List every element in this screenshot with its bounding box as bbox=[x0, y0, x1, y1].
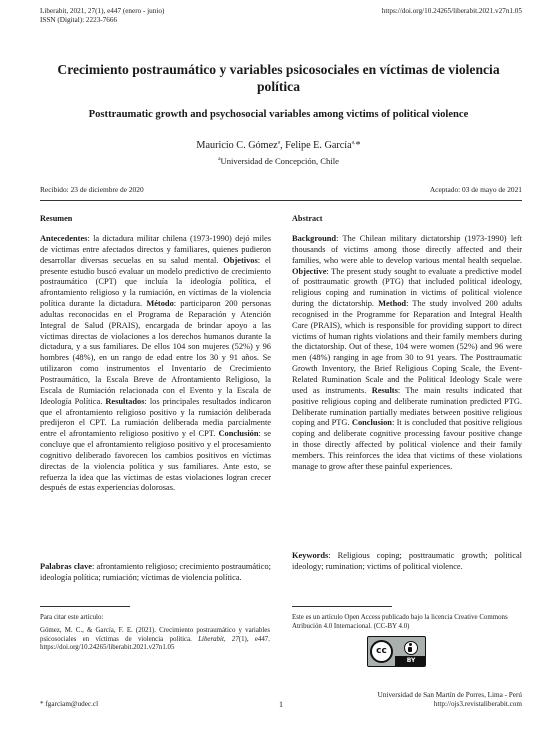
abstract-text-objective: : The present study sought to evaluate a predictive model of posttraumatic growth (PTG) that included political ideology, religious coping and rumination in victims of political violence during the dictatorship. bbox=[292, 266, 522, 309]
by-label: BY bbox=[395, 656, 426, 666]
abstract-label-background: Background bbox=[292, 234, 337, 243]
citation-text-main: Gómez, M. C., & García, F. E. (2021). Crecimiento postraumático y variables psicosociales en víctimas de violencia política. bbox=[40, 627, 270, 643]
author-1: Mauricio C. Gómez bbox=[196, 140, 278, 151]
affiliation-text: Universidad de Concepción, Chile bbox=[220, 156, 339, 166]
author-2: , Felipe E. García bbox=[280, 140, 352, 151]
person-icon bbox=[404, 641, 418, 655]
footer-email[interactable]: * fgarciam@udec.cl bbox=[40, 700, 99, 708]
resumen-text-objetivos: : el presente estudio buscó evaluar un modelo predictivo de crecimiento postraumático (CPT) que incluía la ideología política, el afrontamiento religioso y la rumiación, en víctimas de la violencia política durante la dictadura. bbox=[40, 255, 271, 309]
resumen-heading: Resumen bbox=[40, 214, 73, 223]
cc-by-badge[interactable] bbox=[367, 636, 426, 667]
abstract-label-method: Method bbox=[378, 299, 407, 309]
resumen-label-objetivos: Objetivos bbox=[223, 255, 258, 265]
received-date: Recibido: 23 de diciembre de 2020 bbox=[40, 185, 144, 194]
abstract-text-results: : The main results indicated that positive religious coping and deliberate rumination predicted PTG. Deliberate rumination partially mediates between positive religious coping and PTG. bbox=[292, 385, 522, 428]
article-subtitle: Posttraumatic growth and psychosocial variables among victims of political violence bbox=[88, 109, 469, 120]
abstract-label-objective: Objective bbox=[292, 266, 327, 276]
footer-university: Universidad de San Martín de Porres, Lima - Perú bbox=[377, 691, 522, 699]
by-attribution-icon bbox=[397, 639, 424, 657]
author-1-affil: a bbox=[277, 139, 281, 146]
issn: ISSN (Digital): 2223-7666 bbox=[40, 16, 118, 24]
abstract-keywords-text: : Religious coping; posttraumatic growth; political ideology; rumination; victims of political violence. bbox=[292, 551, 522, 571]
resumen-text-resultados: : los principales resultados indicaron que el afrontamiento religioso positivo y la rumiación deliberada predijeron el CPT. La rumiación deliberada media parcialmente entre el afrontamiento religioso positivo y el CPT. bbox=[40, 396, 272, 439]
resumen-body bbox=[40, 234, 271, 494]
resumen-label-antecedentes: Antecedentes bbox=[40, 234, 88, 243]
citation-divider bbox=[40, 606, 130, 607]
resumen-keywords bbox=[40, 562, 271, 584]
resumen-text-metodo: : participaron 200 personas adultas reconocidas en el Programa de Reparación y Atención Integral de Salud (PRAIS), encargada de brindar apoyo a las víctimas directas de violaciones a los derechos humanos durante la dictadura, y a sus familiares. De ellos 104 son mujeres (52%) y 96 hombres (48%), en un rango de edad entre los 30 y 91 años. Se utilizaron como instrumentos el Inventario de Crecimiento Postraumático, la Escala Breve de Afrontamiento Religioso, la Escala de Rumiación relacionada con el Evento y la Escala de Ideología Política. bbox=[40, 299, 272, 406]
license-text: Este es un artículo Open Access publicado bajo la licencia Creative Commons Atribución 4.0 Internacional. (CC-BY 4.0) bbox=[292, 614, 508, 630]
citation-journal: Liberabit, 27 bbox=[198, 635, 239, 643]
corresponding-star: * bbox=[355, 140, 361, 151]
abstract-heading: Abstract bbox=[292, 214, 323, 223]
abstract-text-conclusion: : It is concluded that positive religious coping and deliberate cognitive processing favour positive change in those directly affected by political violence and their family members. This reinforces the idea that victims of these violations manage to grow after these painful experiences. bbox=[292, 418, 522, 471]
header-divider bbox=[40, 200, 522, 201]
journal-line: Liberabit, 2021, 27(1), e447 (enero - junio) bbox=[40, 7, 165, 15]
affiliation bbox=[40, 156, 517, 167]
abstract-text-method: : The study involved 200 adults recognised in the Programme for Reparation and Integral Health Care (PRAIS), which is responsible for providing support to direct victims of human rights violations and their family members during the dictatorship. Out of these, 104 were women (52%) and 96 were men (48%) ranging in age from 30 to 91 years. The Posttraumatic Growth Inventory, the Brief Religious Coping Scale, the Event-Related Rumination Scale and the Political Ideology Scale were used as instruments. bbox=[292, 299, 522, 395]
resumen-text-antecedentes: : la dictadura militar chilena (1973-1990) dejó miles de víctimas entre afectados directos y familiares, quienes pudieron desarrollar diversas secuelas en su salud mental. bbox=[40, 234, 271, 265]
resumen-keywords-label: Palabras clave bbox=[40, 562, 92, 571]
resumen-text-conclusion: : se concluye que el afrontamiento religioso positivo y el procesamiento cognitivo deliberado favorecen los cambios positivos en víctimas directas de la violencia política y sus familiares. Ante esto, se refuerza la idea que las víctimas de estas violaciones logran crecer después de estas experiencias dolorosas. bbox=[40, 429, 271, 493]
resumen-keywords-text: : afrontamiento religioso; crecimiento postraumático; ideología política; rumiación; víctimas de violencia política. bbox=[40, 562, 271, 582]
license-divider bbox=[292, 606, 392, 607]
citation-text bbox=[40, 627, 270, 653]
abstract-keywords-label: Keywords bbox=[292, 551, 329, 560]
author-2-affil: a, bbox=[351, 139, 356, 146]
citation-text-tail: (1), e447. https://doi.org/10.24265/liberabit.2021.v27n1.05 bbox=[40, 635, 270, 652]
page-number: 1 bbox=[279, 700, 283, 709]
cc-icon: cc bbox=[370, 640, 393, 663]
abstract-label-conclusion: Conclusion bbox=[351, 418, 392, 428]
author-list bbox=[40, 139, 517, 152]
footer-url[interactable]: http://ojs3.revistaliberabit.com bbox=[433, 700, 522, 708]
abstract-text-background: : The Chilean military dictatorship (1973-1990) left thousands of victims among those directly affected and their families, who were able to develop various mental health sequelae. bbox=[292, 234, 522, 265]
abstract-keywords bbox=[292, 551, 522, 573]
resumen-label-metodo: Método bbox=[146, 299, 174, 309]
doi-link[interactable]: https://doi.org/10.24265/liberabit.2021.v27n1.05 bbox=[381, 7, 522, 15]
resumen-label-conclusion: Conclusión bbox=[218, 429, 259, 439]
abstract-label-results: Results bbox=[371, 385, 398, 395]
accepted-date: Aceptado: 03 de mayo de 2021 bbox=[429, 185, 522, 194]
article-title: Crecimiento postraumático y variables psicosociales en víctimas de violencia política bbox=[57, 62, 500, 94]
resumen-label-resultados: Resultados bbox=[105, 396, 145, 406]
citation-label: Para citar este artículo: bbox=[40, 614, 104, 621]
abstract-body bbox=[292, 234, 522, 473]
affiliation-mark: a bbox=[218, 156, 221, 163]
